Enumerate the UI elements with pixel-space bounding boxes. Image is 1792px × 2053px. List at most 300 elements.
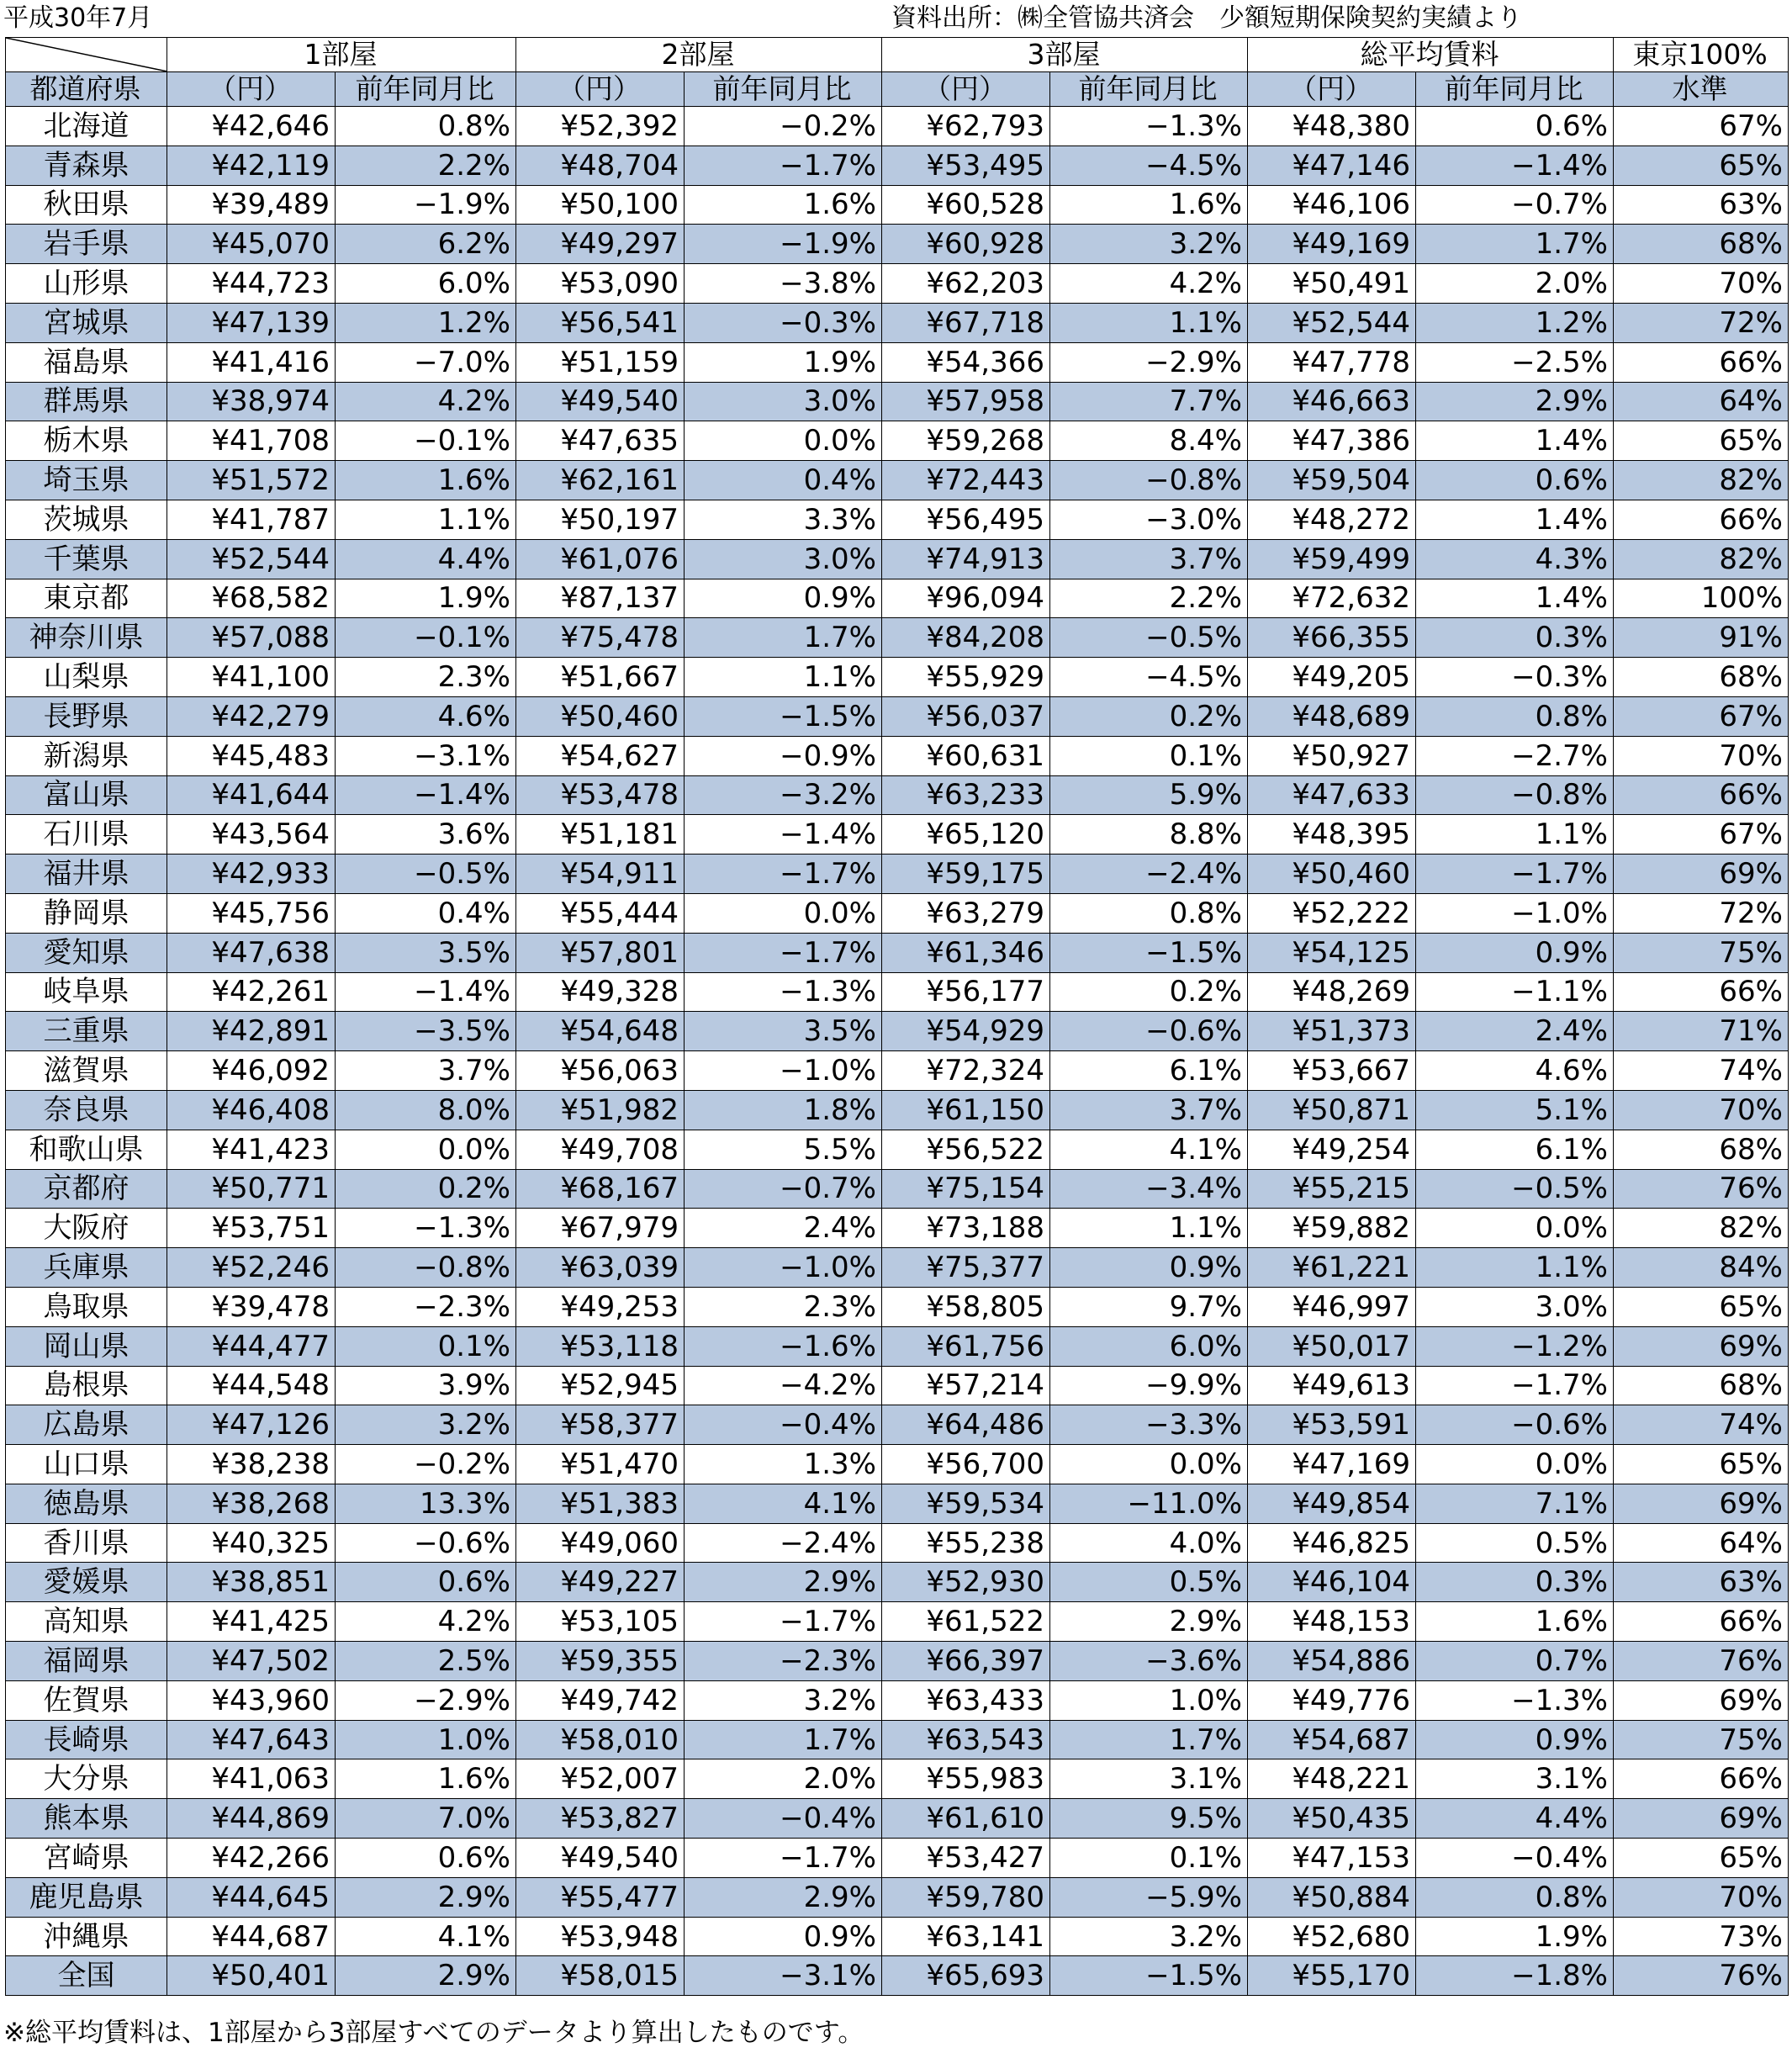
yoy-1room-cell: 2.5% bbox=[336, 1642, 516, 1681]
yoy-1room-cell: 4.2% bbox=[336, 382, 516, 421]
yoy-3room-cell: 3.7% bbox=[1050, 1090, 1248, 1130]
yoy-average-cell: 0.8% bbox=[1416, 1877, 1614, 1917]
rent-average-cell: ¥53,667 bbox=[1248, 1051, 1416, 1091]
yoy-average-cell: −2.7% bbox=[1416, 736, 1614, 775]
header-row-units bbox=[6, 72, 1789, 107]
yoy-3room-cell: 1.1% bbox=[1050, 303, 1248, 342]
yoy-1room-cell: 1.0% bbox=[336, 1720, 516, 1759]
rent-1room-cell: ¥42,646 bbox=[167, 107, 336, 146]
yoy-3room-cell: −9.9% bbox=[1050, 1366, 1248, 1405]
total-row bbox=[6, 1956, 1789, 1996]
yoy-1room-cell: 13.3% bbox=[336, 1484, 516, 1523]
table-row bbox=[6, 815, 1789, 855]
prefecture-cell: 山形県 bbox=[6, 264, 167, 304]
rent-2room-cell: ¥49,540 bbox=[516, 382, 685, 421]
rent-average-cell: ¥48,269 bbox=[1248, 972, 1416, 1012]
rent-1room-cell: ¥57,088 bbox=[167, 618, 336, 658]
table-row bbox=[6, 696, 1789, 736]
rent-3room-cell: ¥60,928 bbox=[882, 225, 1050, 264]
table-row bbox=[6, 1680, 1789, 1720]
yoy-1room-cell: 4.4% bbox=[336, 539, 516, 579]
tokyo-ratio-cell: 72% bbox=[1614, 893, 1789, 933]
yoy-2room-cell: −0.7% bbox=[685, 1169, 882, 1209]
rent-average-cell: ¥49,776 bbox=[1248, 1680, 1416, 1720]
prefecture-cell: 静岡県 bbox=[6, 893, 167, 933]
rent-2room-cell: ¥49,708 bbox=[516, 1130, 685, 1169]
rent-2room-cell: ¥51,181 bbox=[516, 815, 685, 855]
rent-average-cell: ¥47,153 bbox=[1248, 1839, 1416, 1878]
rent-2room-cell: ¥87,137 bbox=[516, 579, 685, 618]
rent-2room-cell: ¥51,982 bbox=[516, 1090, 685, 1130]
yoy-2room-cell: −1.7% bbox=[685, 855, 882, 894]
table-row bbox=[6, 658, 1789, 697]
yoy-average-cell: −0.8% bbox=[1416, 775, 1614, 815]
rent-3room-cell: ¥63,543 bbox=[882, 1720, 1050, 1759]
rent-2room-cell: ¥49,227 bbox=[516, 1563, 685, 1602]
rent-1room-cell: ¥41,416 bbox=[167, 342, 336, 382]
yoy-3room-cell: −1.3% bbox=[1050, 107, 1248, 146]
yoy-average-cell: 0.6% bbox=[1416, 107, 1614, 146]
prefecture-cell: 愛知県 bbox=[6, 933, 167, 972]
rent-2room-cell: ¥52,007 bbox=[516, 1759, 685, 1799]
rent-2room-cell: ¥48,704 bbox=[516, 146, 685, 185]
rent-1room-cell: ¥38,974 bbox=[167, 382, 336, 421]
tokyo-ratio-cell: 84% bbox=[1614, 1248, 1789, 1288]
rent-1room-cell: ¥44,723 bbox=[167, 264, 336, 304]
table-row bbox=[6, 893, 1789, 933]
unit-yen: （円） bbox=[167, 72, 336, 107]
yoy-average-cell: 6.1% bbox=[1416, 1130, 1614, 1169]
yoy-2room-cell: 0.0% bbox=[685, 893, 882, 933]
rent-2room-cell: ¥58,010 bbox=[516, 1720, 685, 1759]
table-row bbox=[6, 1209, 1789, 1248]
unit-yoy: 前年同月比 bbox=[685, 72, 882, 107]
rent-2room-cell: ¥53,105 bbox=[516, 1602, 685, 1642]
tokyo-ratio-cell: 65% bbox=[1614, 146, 1789, 185]
yoy-3room-cell: 1.6% bbox=[1050, 185, 1248, 225]
prefecture-cell: 徳島県 bbox=[6, 1484, 167, 1523]
tokyo-ratio-cell: 65% bbox=[1614, 1445, 1789, 1484]
yoy-3room-cell: 8.8% bbox=[1050, 815, 1248, 855]
table-row bbox=[6, 618, 1789, 658]
tokyo-ratio-cell: 72% bbox=[1614, 303, 1789, 342]
yoy-1room-cell: −3.1% bbox=[336, 736, 516, 775]
rent-2room-cell: ¥62,161 bbox=[516, 461, 685, 500]
rent-1room-cell: ¥38,851 bbox=[167, 1563, 336, 1602]
prefecture-cell: 栃木県 bbox=[6, 421, 167, 461]
prefecture-cell: 石川県 bbox=[6, 815, 167, 855]
rent-3room-cell: ¥64,486 bbox=[882, 1405, 1050, 1445]
rent-average-cell: ¥48,395 bbox=[1248, 815, 1416, 855]
yoy-3room-cell: −4.5% bbox=[1050, 658, 1248, 697]
yoy-2room-cell: −1.7% bbox=[685, 146, 882, 185]
tokyo-ratio-cell: 66% bbox=[1614, 342, 1789, 382]
yoy-3room-cell: 9.7% bbox=[1050, 1287, 1248, 1326]
rent-3room-cell: ¥73,188 bbox=[882, 1209, 1050, 1248]
unit-yoy: 前年同月比 bbox=[1416, 72, 1614, 107]
table-row bbox=[6, 421, 1789, 461]
yoy-2room-cell: −0.4% bbox=[685, 1405, 882, 1445]
yoy-3room-cell: −11.0% bbox=[1050, 1484, 1248, 1523]
yoy-3room-cell: 3.1% bbox=[1050, 1759, 1248, 1799]
prefecture-cell: 和歌山県 bbox=[6, 1130, 167, 1169]
yoy-average-cell: 1.2% bbox=[1416, 303, 1614, 342]
yoy-1room-cell: −1.4% bbox=[336, 775, 516, 815]
group-1room: 1部屋 bbox=[167, 38, 516, 72]
yoy-3room-cell: −3.6% bbox=[1050, 1642, 1248, 1681]
tokyo-ratio-cell: 66% bbox=[1614, 1759, 1789, 1799]
tokyo-ratio-cell: 68% bbox=[1614, 1130, 1789, 1169]
yoy-3room-cell: −3.3% bbox=[1050, 1405, 1248, 1445]
rent-1room-cell: ¥52,544 bbox=[167, 539, 336, 579]
rent-3room-cell: ¥57,214 bbox=[882, 1366, 1050, 1405]
yoy-2room-cell: 3.0% bbox=[685, 539, 882, 579]
row-header-prefecture: 都道府県 bbox=[6, 72, 167, 107]
rent-1room-cell: ¥44,477 bbox=[167, 1326, 336, 1366]
rent-average-cell: ¥49,169 bbox=[1248, 225, 1416, 264]
tokyo-ratio-cell: 66% bbox=[1614, 1602, 1789, 1642]
rent-3room-cell: ¥59,175 bbox=[882, 855, 1050, 894]
yoy-2room-cell: −1.7% bbox=[685, 1839, 882, 1878]
yoy-2room-cell: −1.6% bbox=[685, 1326, 882, 1366]
table-row bbox=[6, 1287, 1789, 1326]
rent-average-cell: ¥50,884 bbox=[1248, 1877, 1416, 1917]
prefecture-cell: 青森県 bbox=[6, 146, 167, 185]
yoy-average-cell: 2.9% bbox=[1416, 382, 1614, 421]
yoy-2room-cell: 3.3% bbox=[685, 500, 882, 539]
prefecture-cell: 佐賀県 bbox=[6, 1680, 167, 1720]
rent-average-cell: ¥48,272 bbox=[1248, 500, 1416, 539]
prefecture-cell: 福島県 bbox=[6, 342, 167, 382]
yoy-average-cell: 1.7% bbox=[1416, 225, 1614, 264]
rent-2room-cell: ¥56,541 bbox=[516, 303, 685, 342]
rent-1room-cell: ¥41,644 bbox=[167, 775, 336, 815]
rent-2room-cell: ¥55,477 bbox=[516, 1877, 685, 1917]
rent-1room-cell: ¥41,425 bbox=[167, 1602, 336, 1642]
yoy-1room-cell: 2.3% bbox=[336, 658, 516, 697]
table-row bbox=[6, 1839, 1789, 1878]
prefecture-cell: 千葉県 bbox=[6, 539, 167, 579]
table-row bbox=[6, 107, 1789, 146]
rent-1room-cell: ¥42,266 bbox=[167, 1839, 336, 1878]
yoy-2room-cell: 0.9% bbox=[685, 579, 882, 618]
tokyo-ratio-cell: 64% bbox=[1614, 1523, 1789, 1563]
group-3room: 3部屋 bbox=[882, 38, 1248, 72]
rent-1room-cell: ¥47,126 bbox=[167, 1405, 336, 1445]
tokyo-ratio-cell: 67% bbox=[1614, 107, 1789, 146]
rent-average-cell: ¥47,633 bbox=[1248, 775, 1416, 815]
yoy-1room-cell: 3.7% bbox=[336, 1051, 516, 1091]
rent-average-cell: ¥46,106 bbox=[1248, 185, 1416, 225]
yoy-average-cell: 1.4% bbox=[1416, 579, 1614, 618]
rent-average-cell: ¥47,778 bbox=[1248, 342, 1416, 382]
table-row bbox=[6, 1523, 1789, 1563]
rent-2room-cell: ¥49,060 bbox=[516, 1523, 685, 1563]
yoy-1room-cell: −2.9% bbox=[336, 1680, 516, 1720]
rent-1room-cell: ¥42,891 bbox=[167, 1012, 336, 1051]
yoy-2room-cell: −3.8% bbox=[685, 264, 882, 304]
tokyo-ratio-cell: 73% bbox=[1614, 1917, 1789, 1956]
yoy-average-cell: −1.1% bbox=[1416, 972, 1614, 1012]
yoy-average-cell: 0.7% bbox=[1416, 1642, 1614, 1681]
rent-1room-cell: ¥42,933 bbox=[167, 855, 336, 894]
table-row bbox=[6, 1642, 1789, 1681]
yoy-1room-cell: −0.6% bbox=[336, 1523, 516, 1563]
yoy-2room-cell: −1.4% bbox=[685, 815, 882, 855]
tokyo-ratio-cell: 68% bbox=[1614, 1366, 1789, 1405]
tokyo-ratio-cell: 70% bbox=[1614, 736, 1789, 775]
table-body bbox=[6, 107, 1789, 1996]
table-row bbox=[6, 1484, 1789, 1523]
yoy-3room-cell: −1.5% bbox=[1050, 933, 1248, 972]
prefecture-cell: 香川県 bbox=[6, 1523, 167, 1563]
rent-3room-cell: ¥75,154 bbox=[882, 1169, 1050, 1209]
rent-2room-cell: ¥61,076 bbox=[516, 539, 685, 579]
tokyo-ratio-cell: 70% bbox=[1614, 1877, 1789, 1917]
yoy-2room-cell: 5.5% bbox=[685, 1130, 882, 1169]
yoy-average-cell: 1.1% bbox=[1416, 1248, 1614, 1288]
rent-average-cell: ¥50,927 bbox=[1248, 736, 1416, 775]
rent-1room-cell: ¥42,279 bbox=[167, 696, 336, 736]
tokyo-ratio-cell: 69% bbox=[1614, 1326, 1789, 1366]
rent-1room-cell: ¥53,751 bbox=[167, 1209, 336, 1248]
yoy-2room-cell: 0.9% bbox=[685, 1917, 882, 1956]
rent-3room-cell: ¥59,268 bbox=[882, 421, 1050, 461]
prefecture-cell: 岐阜県 bbox=[6, 972, 167, 1012]
rent-3room-cell: ¥67,718 bbox=[882, 303, 1050, 342]
table-row bbox=[6, 1720, 1789, 1759]
yoy-1room-cell: 1.1% bbox=[336, 500, 516, 539]
prefecture-cell: 北海道 bbox=[6, 107, 167, 146]
rent-2room-cell: ¥51,159 bbox=[516, 342, 685, 382]
yoy-average-cell: −1.7% bbox=[1416, 855, 1614, 894]
yoy-3room-cell: 9.5% bbox=[1050, 1799, 1248, 1839]
yoy-average-cell: 2.4% bbox=[1416, 1012, 1614, 1051]
table-row bbox=[6, 185, 1789, 225]
yoy-2room-cell: 1.9% bbox=[685, 342, 882, 382]
yoy-3room-cell: 0.1% bbox=[1050, 1839, 1248, 1878]
prefecture-cell: 長野県 bbox=[6, 696, 167, 736]
rent-2room-cell: ¥50,197 bbox=[516, 500, 685, 539]
tokyo-ratio-cell: 70% bbox=[1614, 1090, 1789, 1130]
yoy-average-cell: 0.0% bbox=[1416, 1445, 1614, 1484]
yoy-2room-cell: 0.0% bbox=[685, 421, 882, 461]
tokyo-ratio-cell: 82% bbox=[1614, 461, 1789, 500]
yoy-2room-cell: 0.4% bbox=[685, 461, 882, 500]
unit-yen: （円） bbox=[1248, 72, 1416, 107]
yoy-2room-cell: 3.5% bbox=[685, 1012, 882, 1051]
prefecture-cell: 沖縄県 bbox=[6, 1917, 167, 1956]
yoy-1room-cell: 2.2% bbox=[336, 146, 516, 185]
table-row bbox=[6, 1759, 1789, 1799]
rent-1room-cell: ¥43,960 bbox=[167, 1680, 336, 1720]
table-row bbox=[6, 225, 1789, 264]
yoy-3room-cell: 1.0% bbox=[1050, 1680, 1248, 1720]
tokyo-ratio-cell: 68% bbox=[1614, 225, 1789, 264]
rent-1room-cell: ¥46,092 bbox=[167, 1051, 336, 1091]
rent-2room-cell: ¥51,667 bbox=[516, 658, 685, 697]
yoy-3room-cell: 3.2% bbox=[1050, 225, 1248, 264]
rent-1room-cell: ¥41,787 bbox=[167, 500, 336, 539]
table-row bbox=[6, 1877, 1789, 1917]
rent-1room-cell: ¥42,261 bbox=[167, 972, 336, 1012]
rent-2room-cell: ¥56,063 bbox=[516, 1051, 685, 1091]
yoy-2room-cell: −1.7% bbox=[685, 933, 882, 972]
rent-3room-cell: ¥63,433 bbox=[882, 1680, 1050, 1720]
yoy-1room-cell: −7.0% bbox=[336, 342, 516, 382]
yoy-3room-cell: −3.4% bbox=[1050, 1169, 1248, 1209]
prefecture-cell: 滋賀県 bbox=[6, 1051, 167, 1091]
unit-yen: （円） bbox=[882, 72, 1050, 107]
yoy-2room-cell: −1.9% bbox=[685, 225, 882, 264]
prefecture-cell: 岡山県 bbox=[6, 1326, 167, 1366]
yoy-3room-cell: 4.1% bbox=[1050, 1130, 1248, 1169]
yoy-1room-cell: 4.6% bbox=[336, 696, 516, 736]
rent-average-cell: ¥72,632 bbox=[1248, 579, 1416, 618]
rent-3room-cell: ¥59,780 bbox=[882, 1877, 1050, 1917]
prefecture-cell: 岩手県 bbox=[6, 225, 167, 264]
yoy-2room-cell: −2.3% bbox=[685, 1642, 882, 1681]
prefecture-cell: 新潟県 bbox=[6, 736, 167, 775]
yoy-1room-cell: 3.2% bbox=[336, 1405, 516, 1445]
rent-1room-cell: ¥41,708 bbox=[167, 421, 336, 461]
table-row bbox=[6, 933, 1789, 972]
rent-average-cell: ¥47,146 bbox=[1248, 146, 1416, 185]
rent-1room-cell: ¥47,139 bbox=[167, 303, 336, 342]
rent-3room-cell: ¥61,346 bbox=[882, 933, 1050, 972]
unit-yoy: 前年同月比 bbox=[336, 72, 516, 107]
yoy-3room-cell: 7.7% bbox=[1050, 382, 1248, 421]
table-row bbox=[6, 382, 1789, 421]
yoy-average-cell: 3.1% bbox=[1416, 1759, 1614, 1799]
table-row bbox=[6, 1169, 1789, 1209]
rent-1room-cell: ¥50,771 bbox=[167, 1169, 336, 1209]
yoy-1room-cell: −3.5% bbox=[336, 1012, 516, 1051]
yoy-3room-cell: 0.0% bbox=[1050, 1445, 1248, 1484]
group-average: 総平均賃料 bbox=[1248, 38, 1614, 72]
yoy-2room-cell: −2.4% bbox=[685, 1523, 882, 1563]
table-row bbox=[6, 736, 1789, 775]
rent-1room-cell: ¥44,687 bbox=[167, 1917, 336, 1956]
rent-average-cell: ¥49,613 bbox=[1248, 1366, 1416, 1405]
rent-average-cell: ¥48,153 bbox=[1248, 1602, 1416, 1642]
tokyo-ratio-cell: 74% bbox=[1614, 1051, 1789, 1091]
prefecture-cell: 愛媛県 bbox=[6, 1563, 167, 1602]
prefecture-cell: 兵庫県 bbox=[6, 1248, 167, 1288]
tokyo-ratio-cell: 63% bbox=[1614, 185, 1789, 225]
table-row bbox=[6, 1563, 1789, 1602]
rent-average-cell: ¥53,591 bbox=[1248, 1405, 1416, 1445]
yoy-average-cell: 0.3% bbox=[1416, 618, 1614, 658]
yoy-2room-cell: 3.0% bbox=[685, 382, 882, 421]
rent-2room-cell: ¥53,478 bbox=[516, 775, 685, 815]
table-row bbox=[6, 1366, 1789, 1405]
rent-average-cell: ¥61,221 bbox=[1248, 1248, 1416, 1288]
tokyo-ratio-cell: 67% bbox=[1614, 696, 1789, 736]
table-row bbox=[6, 1326, 1789, 1366]
table-row bbox=[6, 775, 1789, 815]
table-row bbox=[6, 1602, 1789, 1642]
rent-average-cell: ¥50,871 bbox=[1248, 1090, 1416, 1130]
tokyo-ratio-cell: 65% bbox=[1614, 1839, 1789, 1878]
yoy-2room-cell: 1.8% bbox=[685, 1090, 882, 1130]
tokyo-ratio-cell: 64% bbox=[1614, 382, 1789, 421]
yoy-average-cell: 0.5% bbox=[1416, 1523, 1614, 1563]
yoy-3room-cell: 2.9% bbox=[1050, 1602, 1248, 1642]
rent-2room-cell: ¥57,801 bbox=[516, 933, 685, 972]
rent-2room-cell: ¥49,742 bbox=[516, 1680, 685, 1720]
prefecture-cell: 宮崎県 bbox=[6, 1839, 167, 1878]
yoy-3room-cell: −4.5% bbox=[1050, 146, 1248, 185]
yoy-2room-cell: −0.4% bbox=[685, 1799, 882, 1839]
yoy-3room-cell: 0.1% bbox=[1050, 736, 1248, 775]
rent-1room-cell: ¥52,246 bbox=[167, 1248, 336, 1288]
rent-1room-cell: ¥68,582 bbox=[167, 579, 336, 618]
yoy-2room-cell: −0.9% bbox=[685, 736, 882, 775]
rent-average-cell: ¥50,460 bbox=[1248, 855, 1416, 894]
prefecture-cell: 東京都 bbox=[6, 579, 167, 618]
yoy-average-cell: 4.3% bbox=[1416, 539, 1614, 579]
yoy-1room-cell: 3.9% bbox=[336, 1366, 516, 1405]
group-2room: 2部屋 bbox=[516, 38, 882, 72]
yoy-1room-cell: 1.9% bbox=[336, 579, 516, 618]
top-line bbox=[0, 0, 1792, 37]
yoy-2room-cell: −3.2% bbox=[685, 775, 882, 815]
rent-1room-cell: ¥47,643 bbox=[167, 1720, 336, 1759]
yoy-2room-cell: 4.1% bbox=[685, 1484, 882, 1523]
rent-average-cell: ¥59,504 bbox=[1248, 461, 1416, 500]
yoy-average-cell: −1.7% bbox=[1416, 1366, 1614, 1405]
rent-average-cell: ¥49,254 bbox=[1248, 1130, 1416, 1169]
rent-3room-cell: ¥56,495 bbox=[882, 500, 1050, 539]
rent-average-cell: ¥59,499 bbox=[1248, 539, 1416, 579]
yoy-average-cell: −0.6% bbox=[1416, 1405, 1614, 1445]
rent-3room-cell: ¥61,756 bbox=[882, 1326, 1050, 1366]
yoy-average-cell: 1.4% bbox=[1416, 500, 1614, 539]
yoy-2room-cell: −1.0% bbox=[685, 1248, 882, 1288]
yoy-3room-cell: 6.1% bbox=[1050, 1051, 1248, 1091]
prefecture-cell: 鹿児島県 bbox=[6, 1877, 167, 1917]
yoy-average-cell: −1.4% bbox=[1416, 146, 1614, 185]
yoy-1room-cell: 4.2% bbox=[336, 1602, 516, 1642]
rent-3room-cell: ¥63,233 bbox=[882, 775, 1050, 815]
rent-average-cell: ¥50,017 bbox=[1248, 1326, 1416, 1366]
table-row bbox=[6, 461, 1789, 500]
rent-2room-cell: ¥63,039 bbox=[516, 1248, 685, 1288]
prefecture-cell: 富山県 bbox=[6, 775, 167, 815]
prefecture-cell: 鳥取県 bbox=[6, 1287, 167, 1326]
rent-2room-cell: ¥50,100 bbox=[516, 185, 685, 225]
rent-1room-cell: ¥39,478 bbox=[167, 1287, 336, 1326]
yoy-1room-cell: 1.2% bbox=[336, 303, 516, 342]
rent-1room-cell: ¥41,063 bbox=[167, 1759, 336, 1799]
yoy-3room-cell: 0.8% bbox=[1050, 893, 1248, 933]
rent-2room-cell: ¥51,383 bbox=[516, 1484, 685, 1523]
rent-average-cell: ¥59,882 bbox=[1248, 1209, 1416, 1248]
tokyo-ratio-cell: 76% bbox=[1614, 1169, 1789, 1209]
prefecture-cell: 群馬県 bbox=[6, 382, 167, 421]
rent-average-cell: ¥49,205 bbox=[1248, 658, 1416, 697]
prefecture-cell: 三重県 bbox=[6, 1012, 167, 1051]
rent-1room-cell: ¥47,502 bbox=[167, 1642, 336, 1681]
source-note: 資料出所：㈱全管協共済会 少額短期保険契約実績より bbox=[891, 3, 1522, 33]
table-row bbox=[6, 264, 1789, 304]
rent-table bbox=[5, 37, 1789, 1996]
yoy-2room-cell: −0.3% bbox=[685, 303, 882, 342]
table-row bbox=[6, 342, 1789, 382]
report-date: 平成30年7月 bbox=[3, 3, 153, 33]
tokyo-ratio-cell: 66% bbox=[1614, 775, 1789, 815]
